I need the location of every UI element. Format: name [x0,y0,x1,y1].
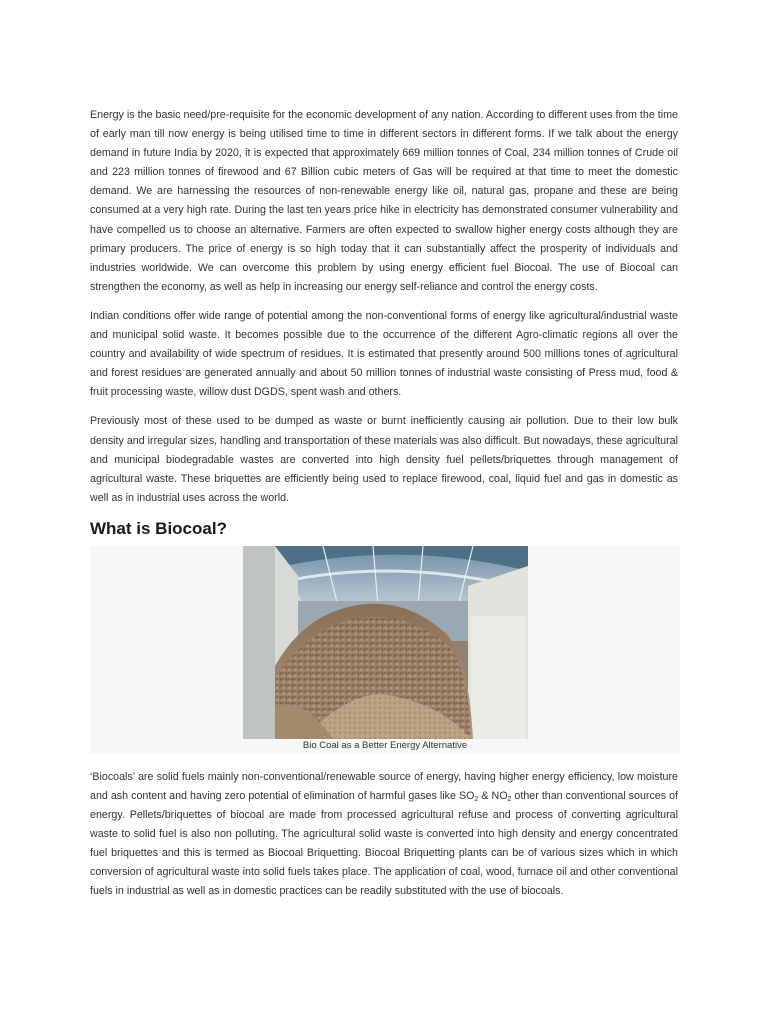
subscript-no2: 2 [507,795,512,803]
paragraph-biocoals-definition [90,768,678,902]
subscript-so2: 2 [474,795,479,803]
paragraph-text-part2: & NO [478,789,508,802]
paragraph-text-part1: ‘Biocoals’ are solid fuels mainly non-conventional/renewable source of energy, having higher energy efficiency, low moisture and ash content and having zero potential of elimination of harmful gases like SO [90,770,678,802]
biocoal-warehouse-photo [243,546,528,739]
paragraph-previously: Previously most of these used to be dumped as waste or burnt inefficiently causing air pollution. Due to their low bulk density and irregular sizes, handling and transportation of these materials was also difficult. But nowadays, these agricultural and municipal biodegradable wastes are converted into high density fuel pellets/briquettes through management of agricultural waste. These briquettes are efficiently being used to replace firewood, coal, liquid fuel and gas in domestic as well as in industrial uses across the world. [90,415,678,504]
paragraph-intro: Energy is the basic need/pre-requisite for the economic development of any nation. According to different uses from the time of early man till now energy is being utilised time to time in different sectors in different forms. If we talk about the energy demand in future India by 2020, it is expected that approximately 669 million tonnes of Coal, 234 million tonnes of Crude oil and 223 million tonnes of firewood and 67 Billion cubic meters of Gas will be required at that time to meet the domestic demand. We are harnessing the resources of non-renewable energy like oil, natural gas, propane and these are being consumed at a very high rate. During the last ten years price hike in electricity has demonstrated consumer vulnerability and have compelled us to choose an alternative. Farmers are often expected to swallow higher energy costs although they are primary producers. The price of energy is so high today that it can substantially affect the prosperity of individuals and industries worldwide. We can overcome this problem by using energy efficient fuel Biocoal. The use of Biocoal can strengthen the economy, as well as help in increasing our energy self-reliance and control the energy costs. [90,109,678,293]
section-heading: What is Biocoal? [90,518,227,538]
paragraph-text-part3: other than conventional sources of energy. Pellets/briquettes of biocoal are made from processed agricultural refuse and process of converting agricultural waste to solid fuel is also non polluting. The agricultural solid waste is converted into high density and energy concentrated fuel briquettes and this is termed as Biocoal Briquetting. Biocoal Briquetting plants can be of various sizes which in which conversion of agricultural waste into solid fuels takes place. The application of coal, wood, furnace oil and other conventional fuels in industrial as well as in domestic practices can be readily substituted with the use of biocoals. [90,789,679,898]
figure [90,546,680,754]
article-body [90,106,678,912]
paragraph-indian-conditions: Indian conditions offer wide range of potential among the non-conventional forms of energy like agricultural/industrial waste and municipal solid waste. It becomes possible due to the occurrence of the different Agro-climatic regions all over the country and availability of wide spectrum of residues. It is estimated that presently around 500 millions tones of agricultural and forest residues are generated annually and about 50 million tonnes of industrial waste consisting of Press mud, food & fruit processing waste, willow dust DGDS, spent wash and others. [90,309,678,399]
figure-caption: Bio Coal as a Better Energy Alternative [302,739,468,751]
